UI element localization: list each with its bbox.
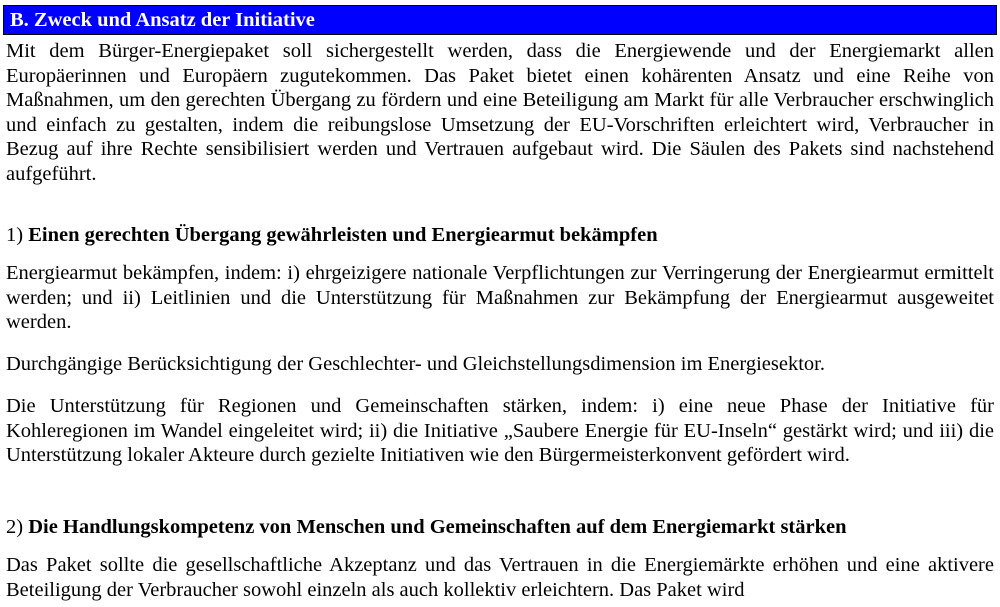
pillar-1-title: Einen gerechten Übergang gewährleisten und Energiearmut bekämpfen bbox=[28, 224, 658, 246]
pillar-2-title: Die Handlungskompetenz von Menschen und Gemeinschaften auf dem Energiemarkt stärken bbox=[28, 516, 847, 538]
section-header bbox=[3, 5, 997, 35]
intro-paragraph: Mit dem Bürger-Energiepaket soll sichergestellt werden, dass die Energiewende und der Energiemarkt allen Europäerinnen und Europäern zugutekommen. Das Paket bietet einen kohärenten Ansatz und eine Reihe von Maßnahmen, um den gerechten Übergang zu fördern und eine Beteiligung am Markt für alle Verbraucher erschwinglich und einfach zu gestalten, indem die reibungslose Umsetzung der EU-Vorschriften erleichtert wird, Verbraucher in Bezug auf ihre Rechte sensibilisiert werden und Vertrauen aufgebaut wird. Die Säulen des Pakets sind nachstehend aufgeführt. bbox=[6, 40, 994, 185]
section-title: B. Zweck und Ansatz der Initiative bbox=[10, 9, 315, 31]
pillar-2-number: 2) bbox=[6, 516, 24, 538]
pillar-1-paragraph-3: Die Unterstützung für Regionen und Gemeinschaften stärken, indem: i) eine neue Phase der Initiative für Kohleregionen im Wandel eingeleitet wird; ii) die Initiative „Saubere Energie für EU-Inseln“ gestärkt wird; und iii) die Unterstützung lokaler Akteure durch gezielte Initiativen wie den Bürgermeisterkonvent gefördert wird. bbox=[6, 395, 994, 466]
pillar-1-number: 1) bbox=[6, 224, 24, 246]
pillar-2-heading bbox=[6, 515, 847, 540]
pillar-1-paragraph-2: Durchgängige Berücksichtigung der Geschlechter- und Gleichstellungsdimension im Energiesektor. bbox=[6, 353, 825, 375]
pillar-2-paragraph-1: Das Paket sollte die gesellschaftliche Akzeptanz und das Vertrauen in die Energiemärkte erhöhen und eine aktivere Beteiligung der Verbraucher sowohl einzeln als auch kollektiv erleichtern. Das Paket wird bbox=[6, 554, 994, 601]
pillar-1-heading bbox=[6, 223, 658, 248]
pillar-1-paragraph-1: Energiearmut bekämpfen, indem: i) ehrgeizigere nationale Verpflichtungen zur Verringerung der Energiearmut ermittelt werden; und ii) Leitlinien und die Unterstützung für Maßnahmen zur Bekämpfung der Energiearmut ausgeweitet werden. bbox=[6, 262, 994, 333]
